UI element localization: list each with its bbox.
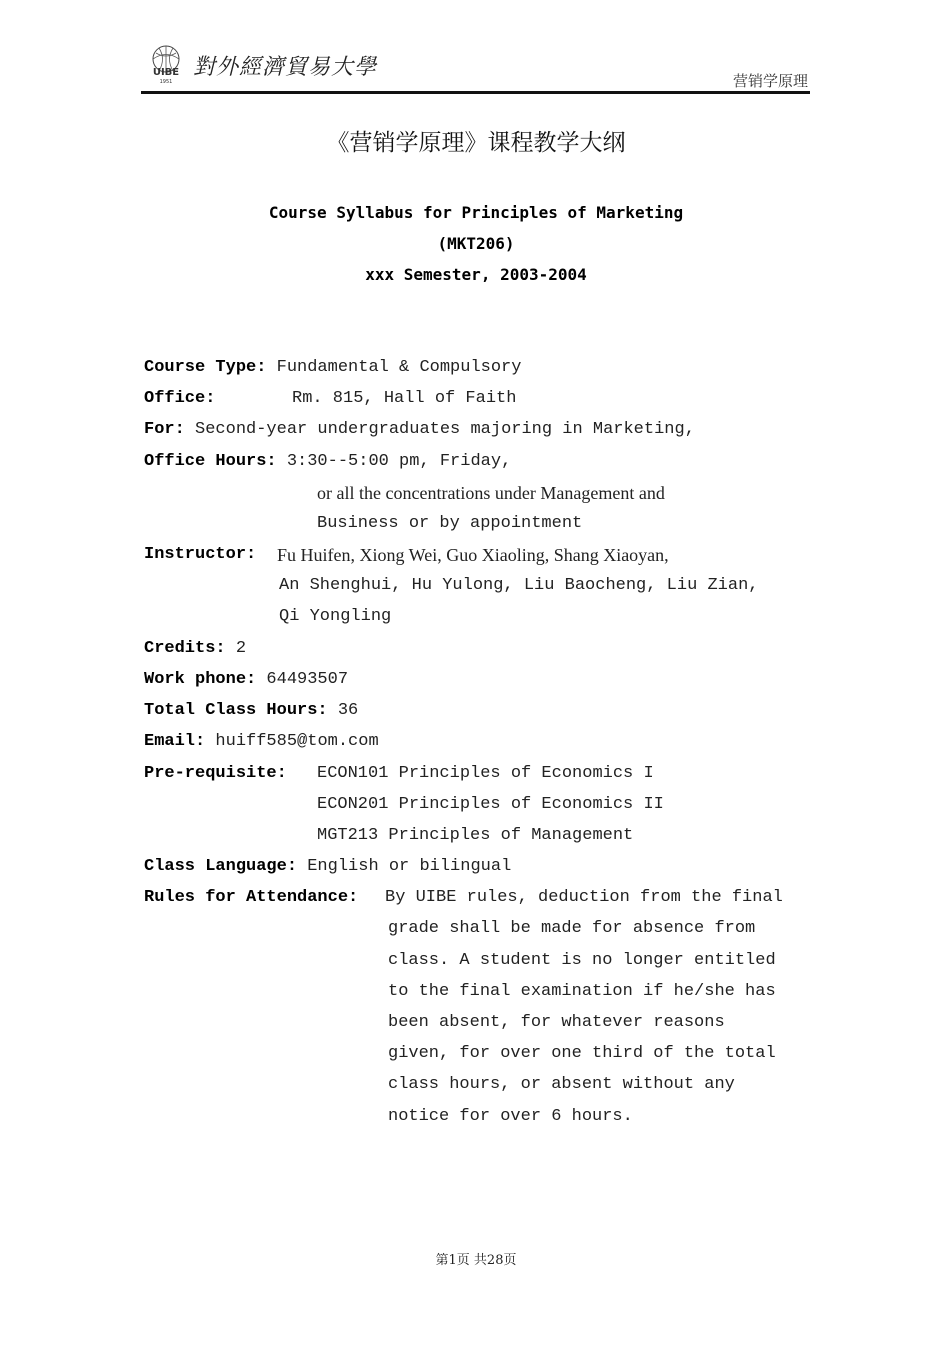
field-label: Office Hours:	[144, 452, 277, 471]
prerequisite-item: MGT213 Principles of Management	[317, 826, 634, 845]
field-office	[144, 388, 215, 410]
field-label: For:	[144, 420, 185, 439]
field-attendance	[144, 887, 358, 909]
field-label: Course Type:	[144, 358, 267, 377]
page-number: 第1页 共28页	[435, 1253, 517, 1268]
field-work-phone	[144, 669, 348, 691]
field-course-type	[144, 357, 521, 379]
field-for	[144, 419, 695, 441]
field-label: Pre-requisite:	[144, 764, 287, 783]
field-value: 2	[235, 639, 247, 658]
university-name-script: 對外經濟貿易大學	[193, 55, 378, 80]
field-office-hours-cont: or all the concentrations under Management and	[317, 483, 665, 503]
prerequisite-item: ECON201 Principles of Economics II	[317, 795, 664, 814]
field-office-hours-cont: Business or by appointment	[317, 514, 583, 533]
attendance-line: By UIBE rules, deduction from the final	[385, 888, 783, 907]
field-value: huiff585@tom.com	[215, 732, 379, 751]
attendance-line: class hours, or absent without any	[388, 1075, 735, 1094]
attendance-line: been absent, for whatever reasons	[388, 1013, 725, 1032]
svg-text:UIBE: UIBE	[152, 67, 180, 78]
svg-text:1951: 1951	[159, 79, 173, 84]
prerequisite-item: ECON101 Principles of Economics I	[317, 764, 654, 783]
field-label: Class Language:	[144, 857, 298, 876]
page-title-en: Course Syllabus for Principles of Marketing	[268, 203, 684, 222]
field-label: Office:	[144, 389, 216, 408]
field-instructor-value: Fu Huifen, Xiong Wei, Guo Xiaoling, Shang Xiaoyan,	[277, 545, 669, 565]
field-label: Email:	[144, 732, 206, 751]
field-instructor	[144, 544, 256, 566]
field-value: 36	[337, 701, 359, 720]
field-prerequisite	[144, 763, 287, 785]
semester: xxx Semester, 2003-2004	[365, 265, 587, 284]
uibe-logo-icon	[145, 42, 187, 84]
field-total-class-hours	[144, 700, 358, 722]
field-value: 64493507	[266, 670, 349, 689]
field-value: Second-year undergraduates majoring in Marketing,	[195, 420, 695, 439]
field-instructor-value: Qi Yongling	[279, 607, 392, 626]
attendance-line: class. A student is no longer entitled	[388, 951, 776, 970]
field-email	[144, 731, 379, 753]
field-instructor-value: An Shenghui, Hu Yulong, Liu Baocheng, Liu Zian,	[279, 576, 759, 595]
field-label: Total Class Hours:	[144, 701, 328, 720]
attendance-line: given, for over one third of the total	[388, 1044, 776, 1063]
field-label: Instructor:	[144, 545, 257, 564]
page-header	[141, 38, 810, 94]
field-value: English or bilingual	[307, 857, 512, 876]
field-office-hours	[144, 451, 511, 473]
field-office-value: Rm. 815, Hall of Faith	[292, 389, 517, 408]
attendance-line: notice for over 6 hours.	[388, 1107, 633, 1126]
header-course-name: 营销学原理	[732, 72, 808, 90]
field-value: 3:30--5:00 pm, Friday,	[286, 452, 512, 471]
page-title-cn: 《营销学原理》课程教学大纲	[326, 130, 626, 156]
course-code: (MKT206)	[437, 234, 515, 253]
attendance-line: grade shall be made for absence from	[388, 919, 756, 938]
field-label: Rules for Attendance:	[144, 888, 359, 907]
field-value: Fundamental & Compulsory	[276, 358, 522, 377]
field-label: Credits:	[144, 639, 226, 658]
header-rule	[141, 91, 810, 94]
field-label: Work phone:	[144, 670, 257, 689]
field-credits	[144, 638, 246, 660]
attendance-line: to the final examination if he/she has	[388, 982, 776, 1001]
field-class-language	[144, 856, 511, 878]
